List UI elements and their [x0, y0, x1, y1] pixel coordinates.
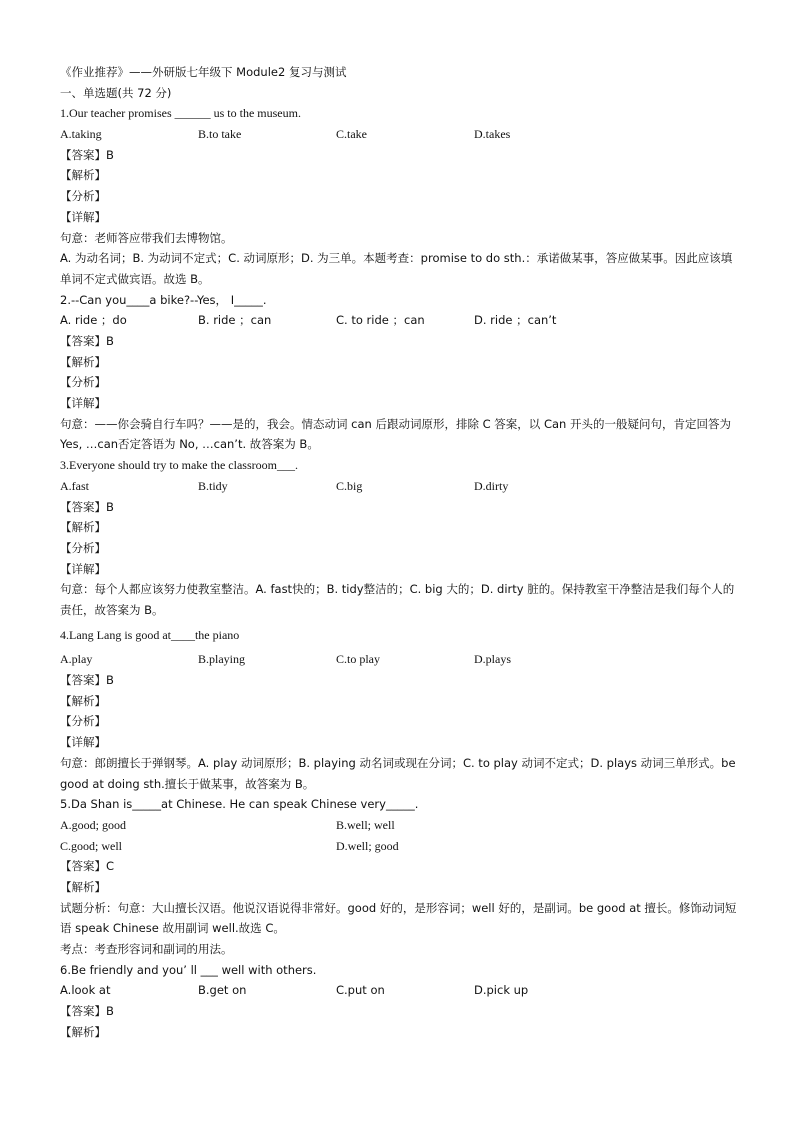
question-stem: 6.Be friendly and you’ ll ___ well with others. — [60, 962, 317, 977]
explain-label: 【解析】 — [60, 693, 106, 708]
detail-text: 试题分析：句意：大山擅长汉语。他说汉语说得非常好。good 好的，是形容词；well 好的，是副词。be good at 擅长。修饰动词短语 speak Chinese 故用副词 well.故选 C。 — [60, 900, 737, 936]
answer-line: 【答案】B — [60, 499, 114, 514]
option-c: C.take — [336, 127, 367, 142]
explain-label: 【解析】 — [60, 879, 106, 894]
detail-text-2: A. 为动名词；B. 为动词不定式；C. 动词原形；D. 为三单。本题考查：promise to do sth.：承诺做某事，答应做某事。因此应该填单词不定式做宾语。故选 B。 — [60, 251, 733, 286]
question-options — [60, 815, 740, 856]
option-b: B.tidy — [198, 478, 228, 493]
document-title: 《作业推荐》——外研版七年级下 Module2 复习与测试 — [60, 65, 347, 79]
option-d: D.dirty — [474, 478, 509, 493]
knowledge-point: 考点：考查形容词和副词的用法。 — [60, 942, 233, 957]
detail-label: 【详解】 — [60, 209, 106, 224]
question-options — [60, 476, 740, 497]
question-1 — [60, 103, 740, 289]
detail-text: 句意：老师答应带我们去博物馆。 — [60, 230, 233, 245]
answer-line: 【答案】B — [60, 673, 114, 688]
option-c: C.to play — [336, 652, 380, 667]
answer-line: 【答案】C — [60, 859, 115, 874]
analysis-label: 【分析】 — [60, 375, 106, 390]
option-c: C.good; well — [60, 838, 122, 853]
question-5 — [60, 794, 740, 960]
question-options — [60, 310, 740, 331]
option-b: B.get on — [198, 983, 247, 998]
question-stem: 4.Lang Lang is good at____the piano — [60, 627, 240, 642]
option-d: D.pick up — [474, 983, 529, 998]
option-a: A.good; good — [60, 817, 126, 832]
option-a: A.play — [60, 652, 93, 667]
option-b: B. ride ；can — [198, 313, 272, 328]
option-d: D.well; good — [336, 838, 399, 853]
explain-label: 【解析】 — [60, 168, 106, 183]
question-6 — [60, 960, 740, 1043]
question-options — [60, 124, 740, 145]
option-a: A. ride ；do — [60, 313, 127, 328]
option-b: B.well; well — [336, 817, 395, 832]
question-options — [60, 649, 740, 670]
option-b: B.to take — [198, 127, 242, 142]
detail-text: 句意：——你会骑自行车吗？——是的，我会。情态动词 can 后跟动词原形，排除 C 答案，以 Can 开头的一般疑问句，肯定回答为 Yes, …can否定答语为 No, …can’t. 故答案为 B。 — [60, 416, 731, 452]
option-d: D. ride ；can’t — [474, 313, 557, 328]
question-stem: 3.Everyone should try to make the classroom___. — [60, 458, 298, 473]
detail-label: 【详解】 — [60, 396, 106, 411]
question-3 — [60, 455, 740, 621]
option-c: C.big — [336, 478, 363, 493]
question-2 — [60, 290, 740, 456]
question-options — [60, 980, 740, 1001]
option-d: D.plays — [474, 652, 511, 667]
section-heading: 一、单选题(共 72 分) — [60, 85, 172, 100]
option-d: D.takes — [474, 127, 511, 142]
question-stem: 2.--Can you____a bike?--Yes， I_____. — [60, 292, 267, 307]
detail-text: 句意：郎朗擅长于弹钢琴。A. play 动词原形；B. playing 动名词或现在分词；C. to play 动词不定式；D. plays 动词三单形式。be good at doing sth.擅长于做某事，故答案为 B。 — [60, 755, 736, 791]
question-4 — [60, 625, 740, 795]
analysis-label: 【分析】 — [60, 189, 106, 204]
document-page — [60, 62, 740, 1043]
analysis-label: 【分析】 — [60, 540, 106, 555]
option-a: A.taking — [60, 127, 102, 142]
option-b: B.playing — [198, 652, 245, 667]
option-c: C. to ride ；can — [336, 313, 425, 328]
explain-label: 【解析】 — [60, 520, 106, 535]
answer-line: 【答案】B — [60, 1004, 114, 1019]
detail-text: 句意：每个人都应该努力使教室整洁。A. fast快的；B. tidy整洁的；C. big 大的；D. dirty 脏的。保持教室干净整洁是我们每个人的责任，故答案为 B。 — [60, 582, 735, 617]
explain-label: 【解析】 — [60, 354, 106, 369]
detail-label: 【详解】 — [60, 735, 106, 750]
question-stem: 1.Our teacher promises ______ us to the museum. — [60, 106, 301, 121]
answer-line: 【答案】B — [60, 333, 114, 348]
option-c: C.put on — [336, 983, 385, 998]
option-a: A.look at — [60, 983, 111, 998]
analysis-label: 【分析】 — [60, 714, 106, 729]
answer-line: 【答案】B — [60, 147, 114, 162]
question-stem: 5.Da Shan is_____at Chinese. He can speak Chinese very_____. — [60, 797, 419, 812]
option-a: A.fast — [60, 478, 89, 493]
detail-label: 【详解】 — [60, 561, 106, 576]
explain-label: 【解析】 — [60, 1024, 106, 1039]
